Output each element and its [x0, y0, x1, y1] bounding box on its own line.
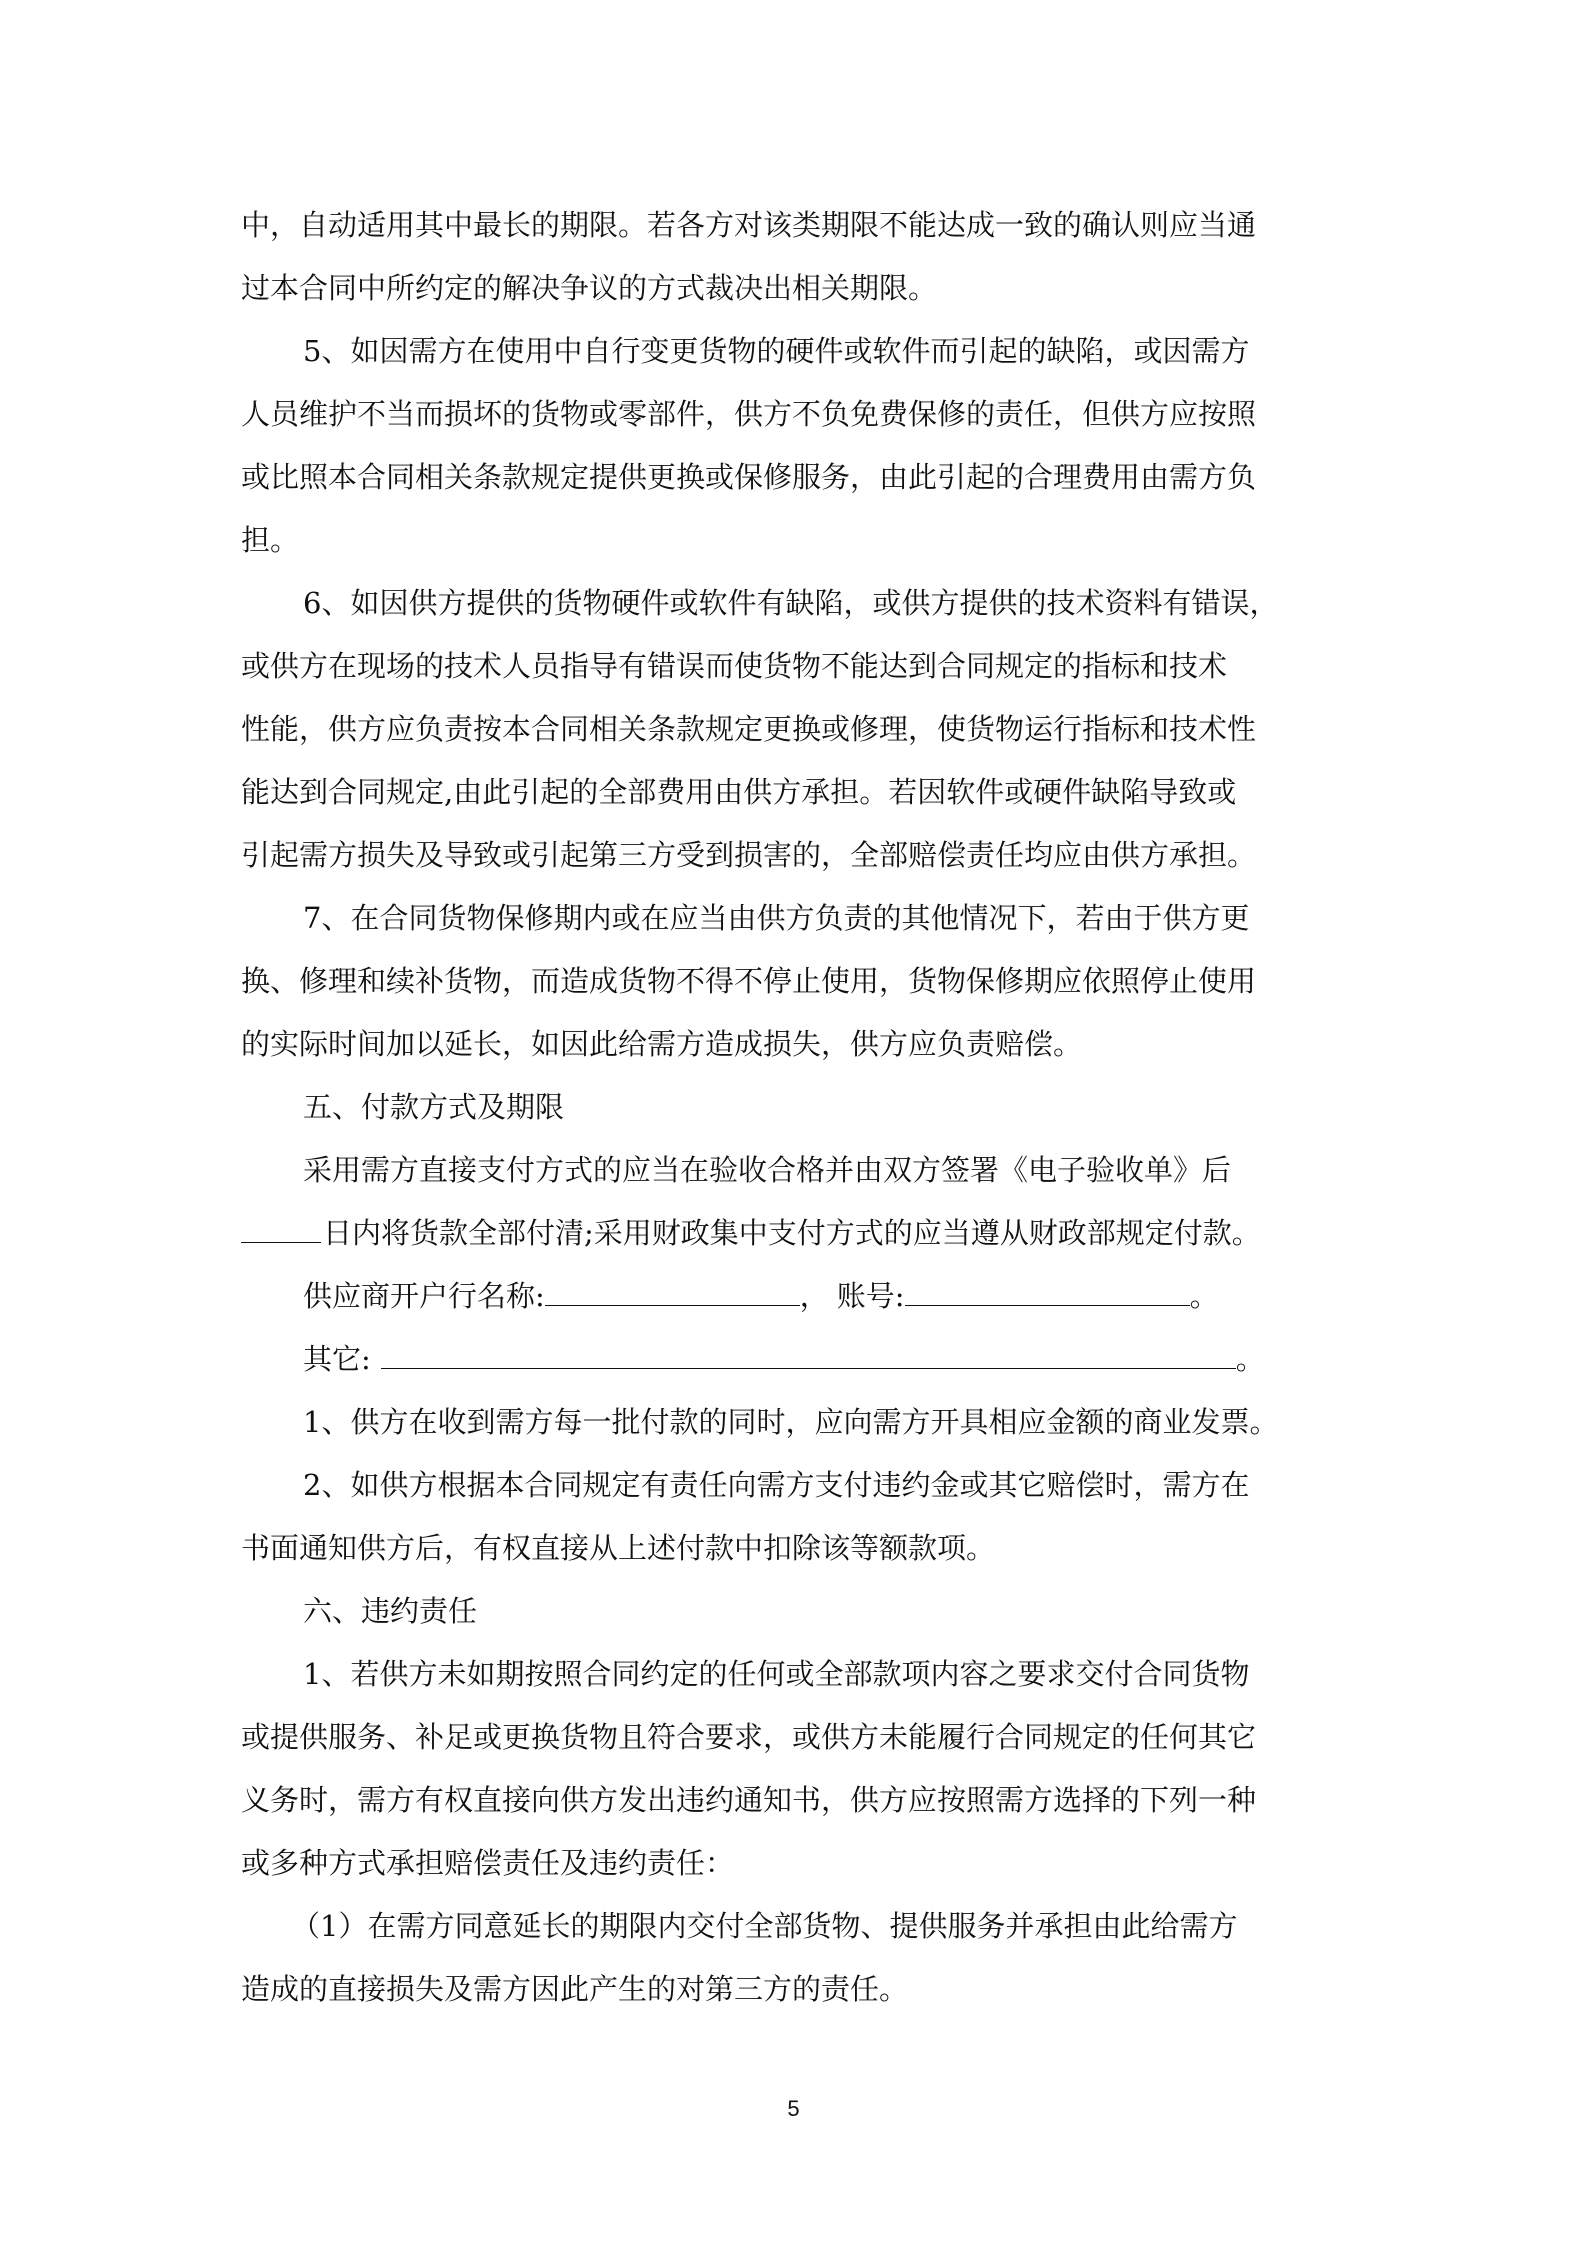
other-label: 其它: — [303, 1342, 371, 1376]
bank-name-label: 供应商开户行名称: — [303, 1279, 545, 1313]
line-text: 1、若供方未如期按照合同约定的任何或全部款项内容之要求交付合同货物 — [303, 1657, 1250, 1691]
line-text: 中，自动适用其中最长的期限。若各方对该类期限不能达成一致的确认则应当通 — [241, 208, 1257, 242]
text-line — [241, 1139, 1346, 1202]
text-line — [241, 572, 1346, 635]
line-text: 六、违约责任 — [303, 1594, 478, 1628]
line-text: 担。 — [241, 523, 300, 557]
text-line — [241, 1706, 1346, 1769]
line-text: 五、付款方式及期限 — [303, 1090, 565, 1124]
line-text: 1、供方在收到需方每一批付款的同时，应向需方开具相应金额的商业发票。 — [303, 1405, 1279, 1439]
line-text: 换、修理和续补货物，而造成货物不得不停止使用，货物保修期应依照停止使用 — [241, 964, 1257, 998]
line-text: 5、如因需方在使用中自行变更货物的硬件或软件而引起的缺陷，或因需方 — [303, 334, 1250, 368]
text-line — [241, 320, 1346, 383]
line-end: 。 — [1235, 1342, 1265, 1376]
text-line — [241, 887, 1346, 950]
line-text: 造成的直接损失及需方因此产生的对第三方的责任。 — [241, 1972, 909, 2006]
text-line — [241, 698, 1346, 761]
text-line — [241, 509, 1346, 572]
line-text: 或供方在现场的技术人员指导有错误而使货物不能达到合同规定的指标和技术 — [241, 649, 1228, 683]
line-text: 或比照本合同相关条款规定提供更换或保修服务，由此引起的合理费用由需方负 — [241, 460, 1257, 494]
bank-info-line — [241, 1265, 1346, 1328]
separator: ， — [799, 1279, 829, 1313]
text-line — [241, 824, 1346, 887]
line-text: 2、如供方根据本合同规定有责任向需方支付违约金或其它赔偿时，需方在 — [303, 1468, 1250, 1502]
line-text: 性能，供方应负责按本合同相关条款规定更换或修理，使货物运行指标和技术性 — [241, 712, 1257, 746]
line-text: 过本合同中所约定的解决争议的方式裁决出相关期限。 — [241, 271, 938, 305]
line-text: 的实际时间加以延长，如因此给需方造成损失，供方应负责赔偿。 — [241, 1027, 1083, 1061]
text-line — [241, 1895, 1346, 1958]
document-body — [241, 194, 1346, 2021]
line-text: 书面通知供方后，有权直接从上述付款中扣除该等额款项。 — [241, 1531, 996, 1565]
line-text: 日内将货款全部付清;采用财政集中支付方式的应当遵从财政部规定付款。 — [323, 1216, 1261, 1250]
text-line — [241, 635, 1346, 698]
page-number: 5 — [787, 2096, 800, 2121]
line-text: 6、如因供方提供的货物硬件或软件有缺陷，或供方提供的技术资料有错误， — [303, 586, 1279, 620]
text-line — [241, 383, 1346, 446]
other-line — [241, 1328, 1346, 1391]
account-label: 账号: — [836, 1279, 905, 1313]
line-text: 或提供服务、补足或更换货物且符合要求，或供方未能履行合同规定的任何其它 — [241, 1720, 1257, 1754]
text-line — [241, 1454, 1346, 1517]
text-line — [241, 1769, 1346, 1832]
account-field[interactable] — [905, 1276, 1190, 1306]
line-text: 7、在合同货物保修期内或在应当由供方负责的其他情况下，若由于供方更 — [303, 901, 1250, 935]
line-text: 义务时，需方有权直接向供方发出违约通知书，供方应按照需方选择的下列一种 — [241, 1783, 1257, 1817]
text-line — [241, 194, 1346, 257]
text-line — [241, 1958, 1346, 2021]
text-line — [241, 446, 1346, 509]
line-text: 采用需方直接支付方式的应当在验收合格并由双方签署《电子验收单》后 — [303, 1153, 1232, 1187]
text-line — [241, 1580, 1346, 1643]
text-line — [241, 1832, 1346, 1895]
text-line — [241, 1517, 1346, 1580]
text-line — [241, 1013, 1346, 1076]
line-text: 人员维护不当而损坏的货物或零部件，供方不负免费保修的责任，但供方应按照 — [241, 397, 1257, 431]
text-line — [241, 950, 1346, 1013]
blank-field — [241, 1213, 321, 1243]
line-text: （1）在需方同意延长的期限内交付全部货物、提供服务并承担由此给需方 — [291, 1909, 1238, 1943]
line-text: 引起需方损失及导致或引起第三方受到损害的，全部赔偿责任均应由供方承担。 — [241, 838, 1257, 872]
text-line — [241, 1202, 1346, 1265]
text-line — [241, 1391, 1346, 1454]
other-field[interactable] — [381, 1339, 1236, 1369]
line-end: 。 — [1189, 1279, 1219, 1313]
text-line — [241, 761, 1346, 824]
line-text: 能达到合同规定,由此引起的全部费用由供方承担。若因软件或硬件缺陷导致或 — [241, 775, 1237, 809]
text-line — [241, 257, 1346, 320]
line-text: 或多种方式承担赔偿责任及违约责任： — [241, 1846, 735, 1880]
bank-name-field[interactable] — [545, 1276, 800, 1306]
text-line — [241, 1643, 1346, 1706]
text-line — [241, 1076, 1346, 1139]
